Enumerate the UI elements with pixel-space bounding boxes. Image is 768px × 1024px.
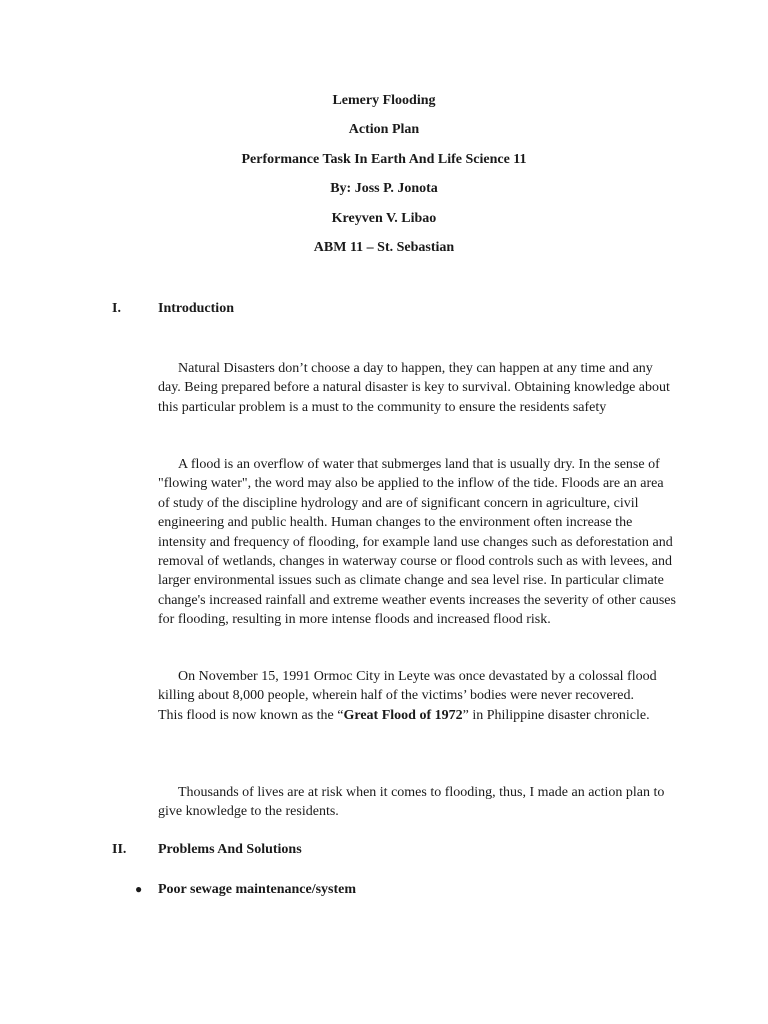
doc-author-1: By: Joss P. Jonota [330, 181, 438, 197]
paragraph-text: A flood is an overflow of water that submerges land that is usually dry. In the sense of "flowing water", the word may also be applied to the inflow of the tide. Floods are an area of study of the discipline hydrology and are of significant concern in agriculture, civil engineering and public health. Human changes to the environment often increase the intensity and frequency of flooding, for example land use changes such as deforestation and removal of wetlands, changes in waterway course or flood controls such as with levees, and larger environmental issues such as climate change and sea level rise. In particular climate change's increased rainfall and extreme weather events increases the severity of other causes for flooding, resulting in more intense floods and increased flood risk. [158, 457, 676, 628]
paragraph-text: This flood is now known as the “ [158, 707, 344, 723]
great-flood-name: Great Flood of 1972 [343, 707, 463, 723]
doc-subtitle: Action Plan [348, 122, 420, 138]
section-number: I. [112, 301, 121, 316]
doc-section: ABM 11 – St. Sebastian [313, 239, 455, 255]
list-item [135, 881, 356, 898]
doc-course: Performance Task In Earth And Life Science 11 [241, 151, 527, 167]
paragraph-natural-disasters [158, 359, 678, 417]
section-title: Problems And Solutions [158, 842, 302, 857]
paragraph-text: Thousands of lives are at risk when it comes to flooding, thus, I made an action plan to give knowledge to the residents. [158, 785, 665, 820]
paragraph-text: Natural Disasters don’t choose a day to happen, they can happen at any time and any day. Being prepared before a natural disaster is key to survival. Obtaining knowledge about this particular problem is a must to the community to ensure the residents safety [158, 361, 670, 415]
paragraph-text: ” in Philippine disaster chronicle. [462, 707, 650, 723]
paragraph-action-plan [158, 783, 678, 822]
doc-title: Lemery Flooding [332, 93, 436, 108]
doc-author-2: Kreyven V. Libao [331, 210, 437, 226]
paragraph-text: On November 15, 1991 Ormoc City in Leyte was once devastated by a colossal flood killing about 8,000 people, wherein half of the victims’ bodies were never recovered. [158, 669, 657, 704]
title-block [0, 93, 768, 269]
list-item-text: Poor sewage maintenance/system [158, 882, 357, 897]
section-heading-problems [112, 842, 302, 858]
section-title: Introduction [158, 301, 234, 316]
section-heading-introduction [112, 301, 234, 317]
paragraph-flood-definition [158, 455, 678, 630]
bullet-icon: ● [135, 882, 143, 896]
paragraph-ormoc-flood [158, 667, 678, 725]
section-number: II. [112, 842, 127, 857]
